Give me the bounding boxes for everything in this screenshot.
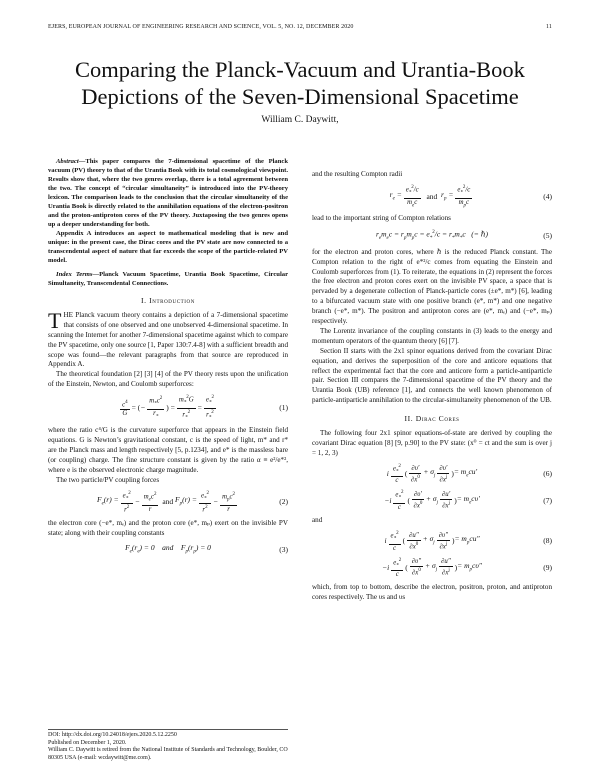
equation-4: $r_e$ = $\frac{e_*^2/c}{m_ec}$ and $r_p$ = $\frac{e_*^2/c}{m_pc}$ (4) — [389, 184, 552, 208]
abstract-text: This paper compares the 7-dimensional spacetime of the Planck vacuum (PV) theory to that of the Urantia Book with its total cosmological viewpoint. Results show that, where the two genres overlap, there is a total agreement between the two. The concept of “circular simultaneity” is introduced into the PV-theory lexicon. The comparison leads to the conclusion that the circular simultaneity of the Urantia Book is directly related to the annihilation equations of the electron-positron and the proton-antiproton cores of the PV theory. Juxtaposing the two genres opens up a deeper understanding for both. — [48, 158, 288, 228]
drop-cap: T — [48, 307, 62, 333]
index-terms-text: Planck Vacuum Spacetime, Urantia Book Spacetime, Circular Simultaneity, Transcendental Connections. — [48, 271, 288, 287]
equation-9: −i $\frac{e_*^2}{c}$ ( $\frac{\partial\upsilon''}{\partial x^0}$ + $\sigma_j$ $\frac{\partial u''}{\partial x^j}$ ) = $m_pc\upsilon''$ (9) — [382, 557, 552, 579]
intro-paragraph-4: The two particle/PV coupling forces — [56, 475, 160, 484]
equation-number: (6) — [543, 469, 552, 479]
abstract-label: Abstract — [56, 158, 79, 165]
running-head — [48, 24, 552, 30]
intro-paragraph-5: the electron core (−e*, mₑ) and the proton core (e*, mₚ) exert on the invisible PV state; along with their coupling constants — [48, 518, 288, 537]
author: William C. Daywitt, — [261, 115, 339, 125]
equation-7: −i $\frac{e_*^2}{c}$ ( $\frac{\partial\upsilon'}{\partial x^0}$ + $\sigma_j$ $\frac{\partial u'}{\partial x^j}$ ) = $m_ec\upsilon'$ (7) — [384, 490, 552, 512]
equation-5: $r_em_ec = r_pm_pc = e_*^2/c = r_*m_*c$ (= ℏ) (5) — [375, 229, 552, 241]
equation-number: (5) — [543, 230, 552, 240]
equation-number: (9) — [543, 562, 552, 572]
equation-number: (4) — [543, 191, 552, 201]
right-paragraph-2: lead to the important string of Compton relations — [312, 213, 451, 222]
equation-number: (7) — [543, 495, 552, 505]
right-paragraph-5: Section II starts with the 2x1 spinor equations derived from the covariant Dirac equation, and derives the superposition of the core and anticore equations that reflect the experimental fact that the core and anticore form a particle-antiparticle pair. Section III compares the 7-dimensional spacetime of the PV theory and the Urantia Book (UB) reference [1], and connects the well known phenomenon of particle-antiparticle annihilation to the circular-simultaneity phenomenon of the UB. — [312, 346, 552, 405]
doi-link[interactable]: DOI: http://dx.doi.org/10.24018/ejers.2020.5.12.2250 — [48, 732, 177, 738]
paper-title: Comparing the Planck-Vacuum and Urantia-Book Depictions of the Seven-Dimensional Spacetime — [75, 57, 525, 109]
intro-paragraph-1: THE Planck vacuum theory contains a depiction of a 7-dimensional spacetime that consists of one observed and one unobserved 4-dimensional spacetime. In scanning the Internet for another 7-dimensional spacetime against which to compare the PV spacetime, only one source [1, Paper 130:7.4-8] with a sufficient breadth and scope was found—the relevant paragraphs from that source are reproduced in Appendix A. — [48, 307, 288, 369]
equation-3: $F_e(r_e) = 0$ and $F_p(r_p) = 0$ (3) — [125, 542, 288, 555]
index-terms-label: Index Terms — [56, 271, 93, 278]
author-affiliation: William C. Daywitt is retired from the National Institute of Standards and Technology, Boulder, CO 80305 USA (e-mail: wcdaywitt@me.com). — [48, 747, 288, 761]
intro-paragraph-2: The theoretical foundation [2] [3] [4] of the PV theory rests upon the unification of the Einstein, Newton, and Coulomb superforces: — [48, 370, 288, 389]
page-number: 11 — [546, 24, 552, 30]
equation-number: (1) — [279, 403, 288, 413]
section-heading-introduction: I. Introduction — [141, 296, 195, 305]
and-text: and — [312, 516, 323, 525]
footnote — [48, 729, 288, 762]
equation-6: i $\frac{e_*^2}{c}$ ( $\frac{\partial\upsilon'}{\partial x^0}$ + $\sigma_j$ $\frac{\partial\upsilon'}{\partial x^j}$ ) = $m_ecu'$ (6) — [386, 463, 552, 485]
index-terms: Index Terms—Planck Vacuum Spacetime, Urantia Book Spacetime, Circular Simultaneity, Transcendental Connections. — [48, 271, 288, 287]
intro-paragraph-3: where the ratio c⁴/G is the curvature superforce that appears in the Einstein field equations. G is Newton’s gravitational constant, c is the speed of light, m* and r* are the Planck mass and length respectively [5, p.1234], and e* is the massless bare (or coupling) charge. The fine structure constant is given by the ratio α ≡ e²/e*², where e is the observed electronic charge magnitude. — [48, 426, 288, 475]
equation-number: (2) — [279, 497, 288, 507]
abstract-appendix: Appendix A introduces an aspect to mathematical modeling that is new and unique: in the present case, the Dirac cores and the PV state are now connected to a transcendental aspect of nature that far exceeds the scope of the particle-related PV model. — [48, 230, 288, 264]
right-paragraph-4: The Lorentz invariance of the coupling constants in (3) leads to the energy and momentum operators of the quantum theory [6] [7]. — [312, 326, 552, 345]
right-paragraph-6: The following four 2x1 spinor equations-of-state are derived by coupling the covariant Dirac equation [8] [9, p.90] to the PV state: (x⁰ = ct and the sum is over j = 1, 2, 3) — [312, 429, 552, 457]
abstract: Abstract—This paper compares the 7-dimensional spacetime of the Planck vacuum (PV) theory to that of the Urantia Book with its total cosmological viewpoint. Results show that, where the two genres overlap, there is a total agreement between the two. The concept of “circular simultaneity” is introduced into the PV-theory lexicon. The comparison leads to the conclusion that the circular simultaneity of the Urantia Book is directly related to the annihilation equations of the electron-positron and the proton-antiproton cores of the PV theory. Juxtaposing the two genres opens up a deeper understanding for both. Appendix A introduces an aspect to mathematical modeling that is new and unique: in the present case, the Dirac cores and the PV state are now connected to a transcendental aspect of nature that far exceeds the scope of the particle-related PV model. — [48, 158, 288, 264]
published-date: Published on December 1, 2020. — [48, 739, 127, 746]
equation-1: $\frac{c^4}{G}$ = ( − $\frac{m_*c^2}{r_*}$ ) = $\frac{m_*^2G}{r_*^2}$ = $\frac{e_*^2}{r_*^2}$ (1) — [122, 395, 288, 421]
left-column — [48, 157, 288, 561]
right-paragraph-1: and the resulting Compton radii — [312, 170, 403, 178]
right-paragraph-7: which, from top to bottom, describe the electron, positron, proton, and antiproton cores respectively. The υs and υs — [312, 583, 552, 602]
equation-8: i $\frac{e_*^2}{c}$ ( $\frac{\partial u''}{\partial x^0}$ + $\sigma_j$ $\frac{\partial\upsilon''}{\partial x^j}$ ) = $m_pcu''$ (8) — [384, 530, 552, 552]
journal-header: EJERS, EUROPEAN JOURNAL OF ENGINEERING RESEARCH AND SCIENCE, VOL. 5, NO. 12, DECEMBER 2020 — [48, 24, 354, 30]
section-heading-dirac-cores: II. Dirac Cores — [404, 414, 460, 424]
equation-number: (8) — [543, 536, 552, 546]
equation-number: (3) — [279, 544, 288, 554]
equation-2: $F_e(r)$ = $\frac{e_*^2}{r^2}$ − $\frac{m_ec^2}{r}$ and $F_p(r)$ = $\frac{e_*^2}{r^2}$ − $\frac{m_pc^2}{r}$ (2) — [96, 490, 288, 514]
right-column — [312, 170, 552, 603]
right-paragraph-3: for the electron and proton cores, where ℏ is the reduced Planck constant. The Compton relation to the right of e*²/c comes from equating the Einstein and Coulomb superforces from (1). To reiterate, the equations in (2) represent the forces the free electron and proton cores exert on the invisible PV space, a space that is pervaded by a degenerate collection of Planck-particle cores (±e*, m*) [6], leading to a bifurcated vacuum state with one positive branch (e*, m*) and one negative branch (−e*, m*). The positron and antiproton cores are (e*, mₑ) and (−e*, mₚ) respectively. — [312, 247, 552, 326]
